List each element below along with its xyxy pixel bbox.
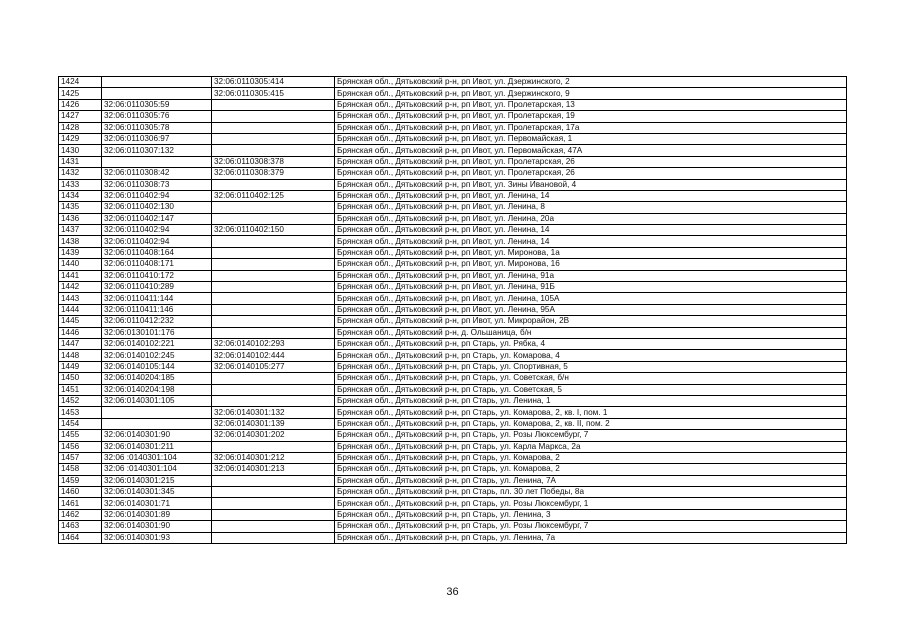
address-cell: Брянская обл., Дятьковский р-н, рп Ивот, ул. Первомайская, 1	[335, 133, 847, 144]
table-row	[59, 441, 847, 452]
cadastral-number-cell: 32:06:0110402:94	[102, 190, 212, 201]
table-row	[59, 407, 847, 418]
address-cell: Брянская обл., Дятьковский р-н, рп Ивот, ул. Зины Ивановой, 4	[335, 179, 847, 190]
cadastral-number-cell: 32:06:0140301:90	[102, 521, 212, 532]
table-row	[59, 304, 847, 315]
cadastral-number-cell: 32:06:0140301:215	[102, 475, 212, 486]
row-number-cell: 1451	[59, 384, 102, 395]
building-cadastral-number-cell	[212, 441, 335, 452]
table-row	[59, 225, 847, 236]
row-number-cell: 1425	[59, 88, 102, 99]
building-cadastral-number-cell: 32:06:0110402:150	[212, 225, 335, 236]
row-number-cell: 1456	[59, 441, 102, 452]
address-cell: Брянская обл., Дятьковский р-н, рп Старь, ул. Комарова, 2, кв. II, пом. 2	[335, 418, 847, 429]
address-cell: Брянская обл., Дятьковский р-н, рп Старь, ул. Розы Люксембург, 7	[335, 430, 847, 441]
address-cell: Брянская обл., Дятьковский р-н, рп Старь, ул. Комарова, 2, кв. I, пом. 1	[335, 407, 847, 418]
address-cell: Брянская обл., Дятьковский р-н, рп Ивот, ул. Пролетарская, 13	[335, 99, 847, 110]
row-number-cell: 1440	[59, 259, 102, 270]
address-cell: Брянская обл., Дятьковский р-н, рп Ивот, ул. Дзержинского, 2	[335, 77, 847, 88]
table-row	[59, 361, 847, 372]
address-cell: Брянская обл., Дятьковский р-н, рп Ивот, ул. Ленина, 14	[335, 190, 847, 201]
address-cell: Брянская обл., Дятьковский р-н, рп Ивот, ул. Пролетарская, 19	[335, 111, 847, 122]
building-cadastral-number-cell	[212, 179, 335, 190]
building-cadastral-number-cell: 32:06:0140301:202	[212, 430, 335, 441]
address-cell: Брянская обл., Дятьковский р-н, рп Ивот, ул. Ленина, 105А	[335, 293, 847, 304]
cadastral-number-cell: 32:06:0110402:94	[102, 225, 212, 236]
building-cadastral-number-cell	[212, 475, 335, 486]
row-number-cell: 1428	[59, 122, 102, 133]
row-number-cell: 1446	[59, 327, 102, 338]
table-row	[59, 350, 847, 361]
cadastral-number-cell: 32:06:0110408:164	[102, 247, 212, 258]
cadastral-number-cell: 32:06:0110305:76	[102, 111, 212, 122]
cadastral-number-cell: 32:06:0130101:176	[102, 327, 212, 338]
table-row	[59, 487, 847, 498]
cadastral-number-cell	[102, 407, 212, 418]
address-cell: Брянская обл., Дятьковский р-н, рп Старь, ул. Розы Люксембург, 7	[335, 521, 847, 532]
table-row	[59, 77, 847, 88]
address-cell: Брянская обл., Дятьковский р-н, рп Ивот, ул. Ленина, 8	[335, 202, 847, 213]
cadastral-number-cell	[102, 418, 212, 429]
row-number-cell: 1439	[59, 247, 102, 258]
row-number-cell: 1437	[59, 225, 102, 236]
row-number-cell: 1457	[59, 452, 102, 463]
building-cadastral-number-cell	[212, 99, 335, 110]
row-number-cell: 1464	[59, 532, 102, 543]
cadastral-number-cell: 32:06:0110411:144	[102, 293, 212, 304]
table-row	[59, 293, 847, 304]
table-row	[59, 532, 847, 543]
table-row	[59, 373, 847, 384]
row-number-cell: 1458	[59, 464, 102, 475]
building-cadastral-number-cell: 32:06:0110402:125	[212, 190, 335, 201]
table-row	[59, 168, 847, 179]
cadastral-number-cell: 32:06:0110307:132	[102, 145, 212, 156]
table-row	[59, 156, 847, 167]
building-cadastral-number-cell: 32:06:0140301:132	[212, 407, 335, 418]
address-cell: Брянская обл., Дятьковский р-н, рп Старь, ул. Советская, б/н	[335, 373, 847, 384]
address-cell: Брянская обл., Дятьковский р-н, рп Старь, ул. Ленина, 1	[335, 395, 847, 406]
table-row	[59, 316, 847, 327]
building-cadastral-number-cell: 32:06:0140105:277	[212, 361, 335, 372]
building-cadastral-number-cell: 32:06:0110308:378	[212, 156, 335, 167]
table-row	[59, 395, 847, 406]
building-cadastral-number-cell	[212, 247, 335, 258]
address-cell: Брянская обл., Дятьковский р-н, рп Ивот, ул. Пролетарская, 26	[335, 168, 847, 179]
building-cadastral-number-cell	[212, 293, 335, 304]
table-row	[59, 430, 847, 441]
row-number-cell: 1460	[59, 487, 102, 498]
table-row	[59, 202, 847, 213]
cadastral-number-cell: 32:06:0140204:185	[102, 373, 212, 384]
table-row	[59, 452, 847, 463]
building-cadastral-number-cell	[212, 236, 335, 247]
address-cell: Брянская обл., Дятьковский р-н, рп Ивот, ул. Пролетарская, 17а	[335, 122, 847, 133]
building-cadastral-number-cell	[212, 145, 335, 156]
row-number-cell: 1426	[59, 99, 102, 110]
building-cadastral-number-cell	[212, 498, 335, 509]
row-number-cell: 1447	[59, 338, 102, 349]
building-cadastral-number-cell	[212, 213, 335, 224]
building-cadastral-number-cell	[212, 487, 335, 498]
building-cadastral-number-cell: 32:06:0140301:213	[212, 464, 335, 475]
row-number-cell: 1438	[59, 236, 102, 247]
cadastral-number-cell: 32:06:0110402:94	[102, 236, 212, 247]
table-row	[59, 282, 847, 293]
address-cell: Брянская обл., Дятьковский р-н, рп Старь, ул. Ленина, 3	[335, 509, 847, 520]
building-cadastral-number-cell: 32:06:0140301:212	[212, 452, 335, 463]
building-cadastral-number-cell: 32:06:0140301:139	[212, 418, 335, 429]
page-number: 36	[446, 586, 459, 598]
building-cadastral-number-cell: 32:06:0140102:444	[212, 350, 335, 361]
cadastral-number-cell	[102, 77, 212, 88]
row-number-cell: 1436	[59, 213, 102, 224]
building-cadastral-number-cell	[212, 133, 335, 144]
table-row	[59, 236, 847, 247]
row-number-cell: 1455	[59, 430, 102, 441]
table-row	[59, 327, 847, 338]
cadastral-number-cell: 32:06:0140102:245	[102, 350, 212, 361]
row-number-cell: 1441	[59, 270, 102, 281]
building-cadastral-number-cell	[212, 316, 335, 327]
address-cell: Брянская обл., Дятьковский р-н, д. Ольшаница, б/н	[335, 327, 847, 338]
building-cadastral-number-cell	[212, 202, 335, 213]
address-cell: Брянская обл., Дятьковский р-н, рп Старь, пл. 30 лет Победы, 8а	[335, 487, 847, 498]
building-cadastral-number-cell	[212, 111, 335, 122]
table-row	[59, 384, 847, 395]
table-row	[59, 213, 847, 224]
building-cadastral-number-cell	[212, 282, 335, 293]
address-cell: Брянская обл., Дятьковский р-н, рп Старь, ул. Ленина, 7А	[335, 475, 847, 486]
table-row	[59, 259, 847, 270]
table-row	[59, 88, 847, 99]
table-row	[59, 99, 847, 110]
address-cell: Брянская обл., Дятьковский р-н, рп Старь, ул. Комарова, 4	[335, 350, 847, 361]
cadastral-number-cell: 32:06:0140301:93	[102, 532, 212, 543]
cadastral-number-cell: 32:06:0140105:144	[102, 361, 212, 372]
cadastral-number-cell: 32:06:0110308:42	[102, 168, 212, 179]
row-number-cell: 1448	[59, 350, 102, 361]
table-row	[59, 498, 847, 509]
building-cadastral-number-cell	[212, 122, 335, 133]
building-cadastral-number-cell	[212, 327, 335, 338]
building-cadastral-number-cell	[212, 521, 335, 532]
building-cadastral-number-cell	[212, 270, 335, 281]
address-cell: Брянская обл., Дятьковский р-н, рп Старь, ул. Комарова, 2	[335, 464, 847, 475]
row-number-cell: 1445	[59, 316, 102, 327]
row-number-cell: 1435	[59, 202, 102, 213]
table-row	[59, 338, 847, 349]
building-cadastral-number-cell	[212, 259, 335, 270]
address-cell: Брянская обл., Дятьковский р-н, рп Ивот, ул. Ленина, 91а	[335, 270, 847, 281]
cadastral-number-cell	[102, 156, 212, 167]
cadastral-number-cell: 32:06:0110411:146	[102, 304, 212, 315]
cadastral-number-cell: 32:06:0110305:78	[102, 122, 212, 133]
address-cell: Брянская обл., Дятьковский р-н, рп Ивот, ул. Пролетарская, 26	[335, 156, 847, 167]
row-number-cell: 1461	[59, 498, 102, 509]
row-number-cell: 1450	[59, 373, 102, 384]
cadastral-number-cell: 32:06:0140102:221	[102, 338, 212, 349]
table-row	[59, 475, 847, 486]
row-number-cell: 1453	[59, 407, 102, 418]
cadastral-number-cell: 32:06:0110412:232	[102, 316, 212, 327]
address-cell: Брянская обл., Дятьковский р-н, рп Ивот, ул. Дзержинского, 9	[335, 88, 847, 99]
cadastral-number-cell: 32:06:0140301:211	[102, 441, 212, 452]
table-row	[59, 133, 847, 144]
cadastral-number-cell: 32:06 :0140301:104	[102, 452, 212, 463]
address-cell: Брянская обл., Дятьковский р-н, рп Старь, ул. Карла Маркса, 2а	[335, 441, 847, 452]
cadastral-number-cell: 32:06:0110402:147	[102, 213, 212, 224]
address-cell: Брянская обл., Дятьковский р-н, рп Старь, ул. Советская, 5	[335, 384, 847, 395]
building-cadastral-number-cell	[212, 304, 335, 315]
building-cadastral-number-cell	[212, 395, 335, 406]
row-number-cell: 1452	[59, 395, 102, 406]
row-number-cell: 1429	[59, 133, 102, 144]
address-cell: Брянская обл., Дятьковский р-н, рп Ивот, ул. Ленина, 95А	[335, 304, 847, 315]
table-row	[59, 111, 847, 122]
cadastral-number-cell: 32:06 :0140301:104	[102, 464, 212, 475]
cadastral-number-cell: 32:06:0140301:71	[102, 498, 212, 509]
building-cadastral-number-cell: 32:06:0110305:414	[212, 77, 335, 88]
address-cell: Брянская обл., Дятьковский р-н, рп Ивот, ул. Миронова, 1а	[335, 247, 847, 258]
address-cell: Брянская обл., Дятьковский р-н, рп Старь, ул. Комарова, 2	[335, 452, 847, 463]
building-cadastral-number-cell: 32:06:0140102:293	[212, 338, 335, 349]
row-number-cell: 1431	[59, 156, 102, 167]
property-registry-table	[58, 76, 847, 544]
building-cadastral-number-cell	[212, 532, 335, 543]
row-number-cell: 1442	[59, 282, 102, 293]
cadastral-number-cell: 32:06:0110410:289	[102, 282, 212, 293]
cadastral-number-cell: 32:06:0110402:130	[102, 202, 212, 213]
cadastral-number-cell: 32:06:0110410:172	[102, 270, 212, 281]
row-number-cell: 1427	[59, 111, 102, 122]
address-cell: Брянская обл., Дятьковский р-н, рп Ивот, ул. Миронова, 16	[335, 259, 847, 270]
building-cadastral-number-cell: 32:06:0110308:379	[212, 168, 335, 179]
table-row	[59, 247, 847, 258]
address-cell: Брянская обл., Дятьковский р-н, рп Старь, ул. Рябка, 4	[335, 338, 847, 349]
table-row	[59, 464, 847, 475]
row-number-cell: 1424	[59, 77, 102, 88]
row-number-cell: 1462	[59, 509, 102, 520]
building-cadastral-number-cell	[212, 384, 335, 395]
cadastral-number-cell	[102, 88, 212, 99]
cadastral-number-cell: 32:06:0110305:59	[102, 99, 212, 110]
table-row	[59, 179, 847, 190]
address-cell: Брянская обл., Дятьковский р-н, рп Ивот, ул. Ленина, 14	[335, 236, 847, 247]
row-number-cell: 1430	[59, 145, 102, 156]
table-row	[59, 190, 847, 201]
address-cell: Брянская обл., Дятьковский р-н, рп Ивот, ул. Ленина, 14	[335, 225, 847, 236]
address-cell: Брянская обл., Дятьковский р-н, рп Ивот, ул. Ленина, 20а	[335, 213, 847, 224]
cadastral-number-cell: 32:06:0110308:73	[102, 179, 212, 190]
row-number-cell: 1444	[59, 304, 102, 315]
registry-table-body	[59, 77, 847, 544]
address-cell: Брянская обл., Дятьковский р-н, рп Старь, ул. Ленина, 7а	[335, 532, 847, 543]
address-cell: Брянская обл., Дятьковский р-н, рп Старь, ул. Розы Люксембург, 1	[335, 498, 847, 509]
table-row	[59, 122, 847, 133]
row-number-cell: 1434	[59, 190, 102, 201]
address-cell: Брянская обл., Дятьковский р-н, рп Старь, ул. Спортивная, 5	[335, 361, 847, 372]
cadastral-number-cell: 32:06:0110306:97	[102, 133, 212, 144]
table-row	[59, 521, 847, 532]
table-row	[59, 145, 847, 156]
row-number-cell: 1454	[59, 418, 102, 429]
row-number-cell: 1459	[59, 475, 102, 486]
row-number-cell: 1433	[59, 179, 102, 190]
row-number-cell: 1432	[59, 168, 102, 179]
cadastral-number-cell: 32:06:0140301:105	[102, 395, 212, 406]
building-cadastral-number-cell	[212, 509, 335, 520]
building-cadastral-number-cell: 32:06:0110305:415	[212, 88, 335, 99]
table-row	[59, 270, 847, 281]
cadastral-number-cell: 32:06:0140301:345	[102, 487, 212, 498]
cadastral-number-cell: 32:06:0140301:90	[102, 430, 212, 441]
address-cell: Брянская обл., Дятьковский р-н, рп Ивот, ул. Микрорайон, 2В	[335, 316, 847, 327]
building-cadastral-number-cell	[212, 373, 335, 384]
cadastral-number-cell: 32:06:0140301:89	[102, 509, 212, 520]
table-row	[59, 418, 847, 429]
cadastral-number-cell: 32:06:0140204:198	[102, 384, 212, 395]
address-cell: Брянская обл., Дятьковский р-н, рп Ивот, ул. Первомайская, 47А	[335, 145, 847, 156]
cadastral-number-cell: 32:06:0110408:171	[102, 259, 212, 270]
address-cell: Брянская обл., Дятьковский р-н, рп Ивот, ул. Ленина, 91Б	[335, 282, 847, 293]
row-number-cell: 1443	[59, 293, 102, 304]
table-row	[59, 509, 847, 520]
row-number-cell: 1463	[59, 521, 102, 532]
row-number-cell: 1449	[59, 361, 102, 372]
